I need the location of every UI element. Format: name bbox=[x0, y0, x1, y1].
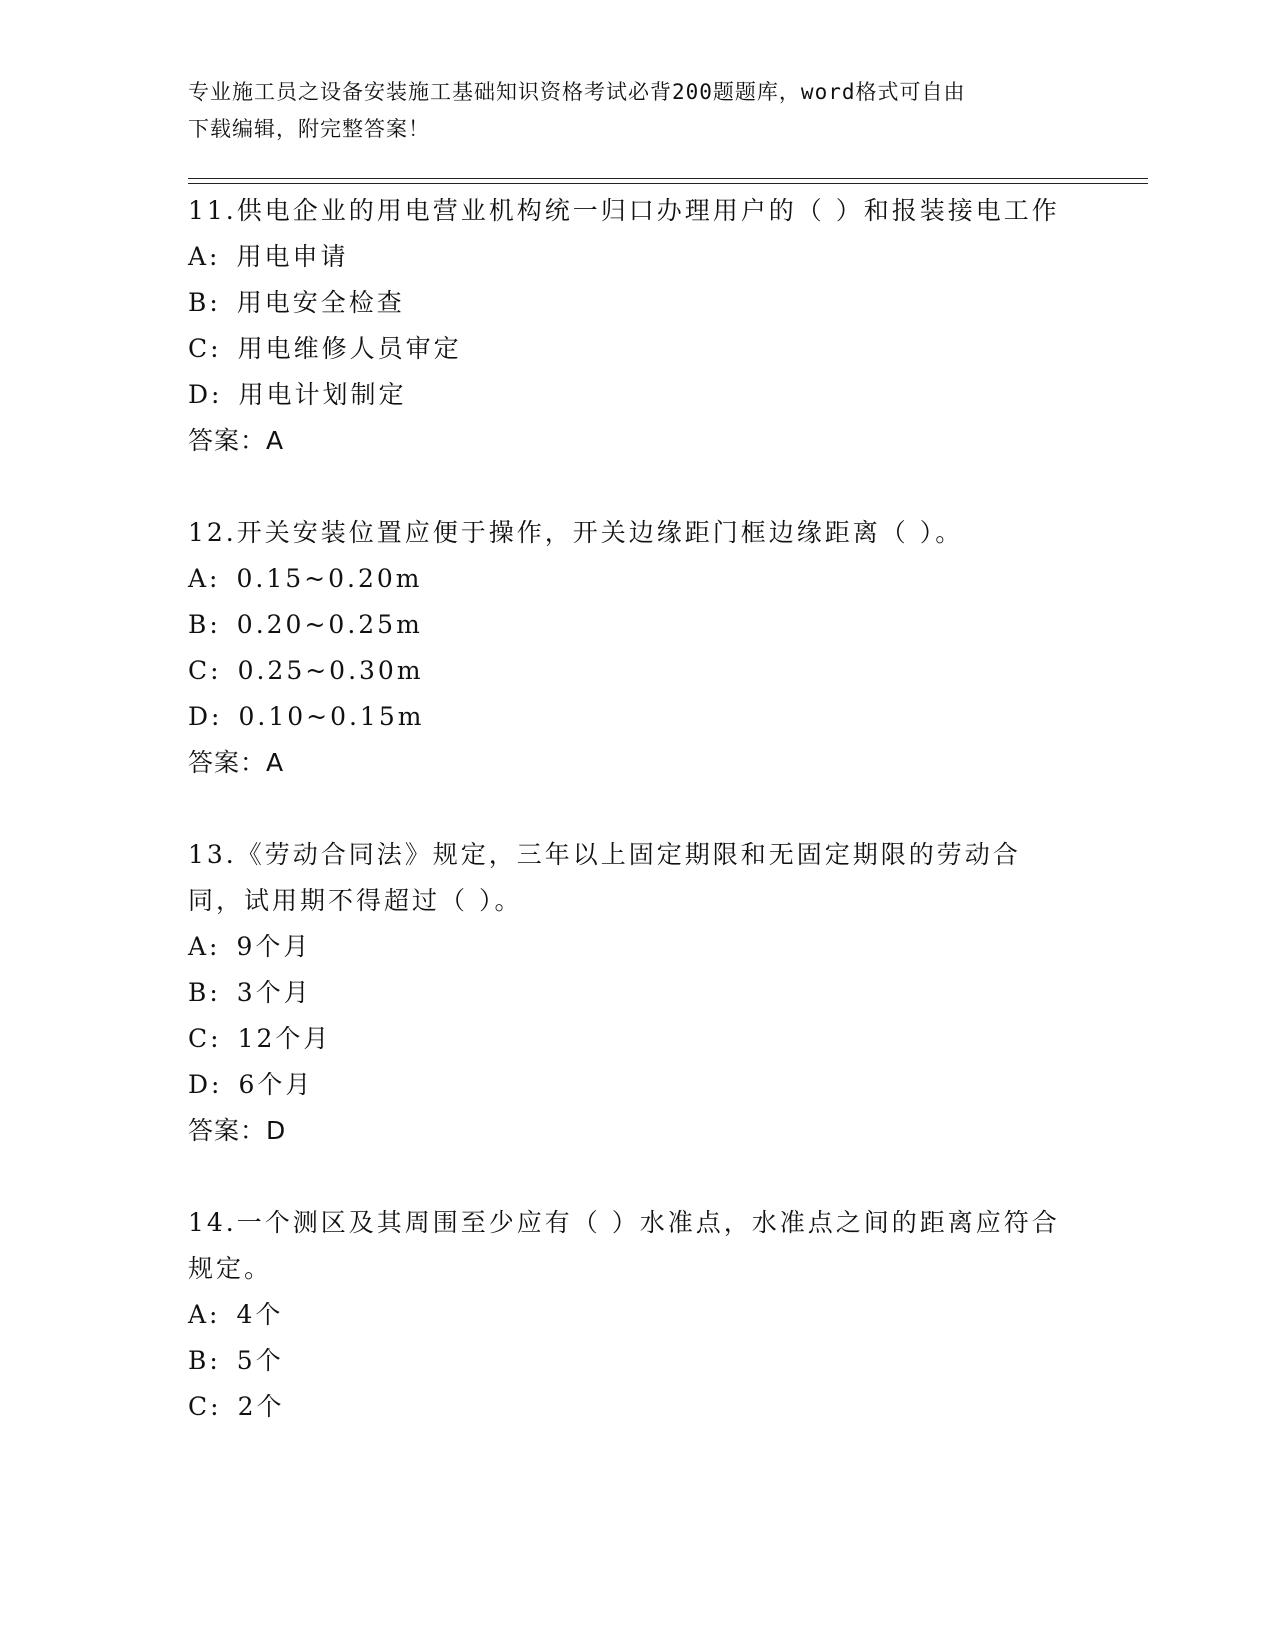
option-b bbox=[188, 280, 1068, 326]
option-c bbox=[188, 648, 1068, 694]
option-label: B: bbox=[188, 610, 221, 639]
option-b bbox=[188, 602, 1068, 648]
option-label: A: bbox=[188, 242, 221, 271]
option-c bbox=[188, 1016, 1068, 1062]
option-text: 用电安全检查 bbox=[236, 288, 405, 317]
question-12 bbox=[188, 510, 1068, 786]
option-a bbox=[188, 234, 1068, 280]
option-text: 6个月 bbox=[238, 1070, 314, 1099]
option-b bbox=[188, 1338, 1068, 1384]
option-text: 0.20~0.25m bbox=[236, 610, 423, 639]
option-d bbox=[188, 694, 1068, 740]
document-header bbox=[188, 74, 1068, 148]
option-text: 12个月 bbox=[237, 1024, 332, 1053]
option-text: 用电计划制定 bbox=[238, 380, 407, 409]
header-line-1: 专业施工员之设备安装施工基础知识资格考试必背200题题库，word格式可自由 bbox=[188, 80, 966, 104]
option-text: 4个 bbox=[236, 1300, 284, 1329]
option-d bbox=[188, 1062, 1068, 1108]
option-label: C: bbox=[188, 656, 222, 685]
answer: 答案：D bbox=[188, 1116, 287, 1145]
question-text: 14.一个测区及其周围至少应有（ ）水准点，水准点之间的距离应符合规定。 bbox=[188, 1208, 1060, 1283]
option-a bbox=[188, 924, 1068, 970]
header-line-2: 下载编辑，附完整答案！ bbox=[188, 117, 430, 141]
question-11 bbox=[188, 188, 1068, 464]
answer: 答案：A bbox=[188, 426, 285, 455]
option-text: 3个月 bbox=[236, 978, 312, 1007]
option-text: 2个 bbox=[237, 1392, 285, 1421]
option-label: C: bbox=[188, 334, 222, 363]
option-label: B: bbox=[188, 978, 221, 1007]
question-list bbox=[188, 188, 1068, 1476]
option-b bbox=[188, 970, 1068, 1016]
option-a bbox=[188, 556, 1068, 602]
option-c bbox=[188, 1384, 1068, 1430]
option-text: 用电维修人员审定 bbox=[237, 334, 462, 363]
option-label: B: bbox=[188, 288, 221, 317]
option-label: A: bbox=[188, 932, 221, 961]
header-divider-bottom bbox=[188, 183, 1148, 184]
option-label: D: bbox=[188, 380, 223, 409]
question-14 bbox=[188, 1200, 1068, 1430]
option-text: 0.25~0.30m bbox=[237, 656, 424, 685]
option-c bbox=[188, 326, 1068, 372]
option-label: D: bbox=[188, 1070, 223, 1099]
option-label: A: bbox=[188, 1300, 221, 1329]
question-13 bbox=[188, 832, 1068, 1154]
question-text: 11.供电企业的用电营业机构统一归口办理用户的（ ）和报装接电工作 bbox=[188, 196, 1060, 225]
option-text: 0.15~0.20m bbox=[236, 564, 423, 593]
option-a bbox=[188, 1292, 1068, 1338]
option-label: C: bbox=[188, 1024, 222, 1053]
option-text: 5个 bbox=[236, 1346, 284, 1375]
option-d bbox=[188, 372, 1068, 418]
question-text: 12.开关安装位置应便于操作，开关边缘距门框边缘距离（ ）。 bbox=[188, 518, 964, 547]
option-label: C: bbox=[188, 1392, 222, 1421]
option-label: B: bbox=[188, 1346, 221, 1375]
header-divider-top bbox=[188, 178, 1148, 179]
option-text: 9个月 bbox=[236, 932, 312, 961]
option-label: D: bbox=[188, 702, 223, 731]
answer: 答案：A bbox=[188, 748, 285, 777]
option-text: 用电申请 bbox=[236, 242, 349, 271]
question-text: 13.《劳动合同法》规定，三年以上固定期限和无固定期限的劳动合同，试用期不得超过（ ）。 bbox=[188, 840, 1021, 915]
option-label: A: bbox=[188, 564, 221, 593]
option-text: 0.10~0.15m bbox=[238, 702, 425, 731]
